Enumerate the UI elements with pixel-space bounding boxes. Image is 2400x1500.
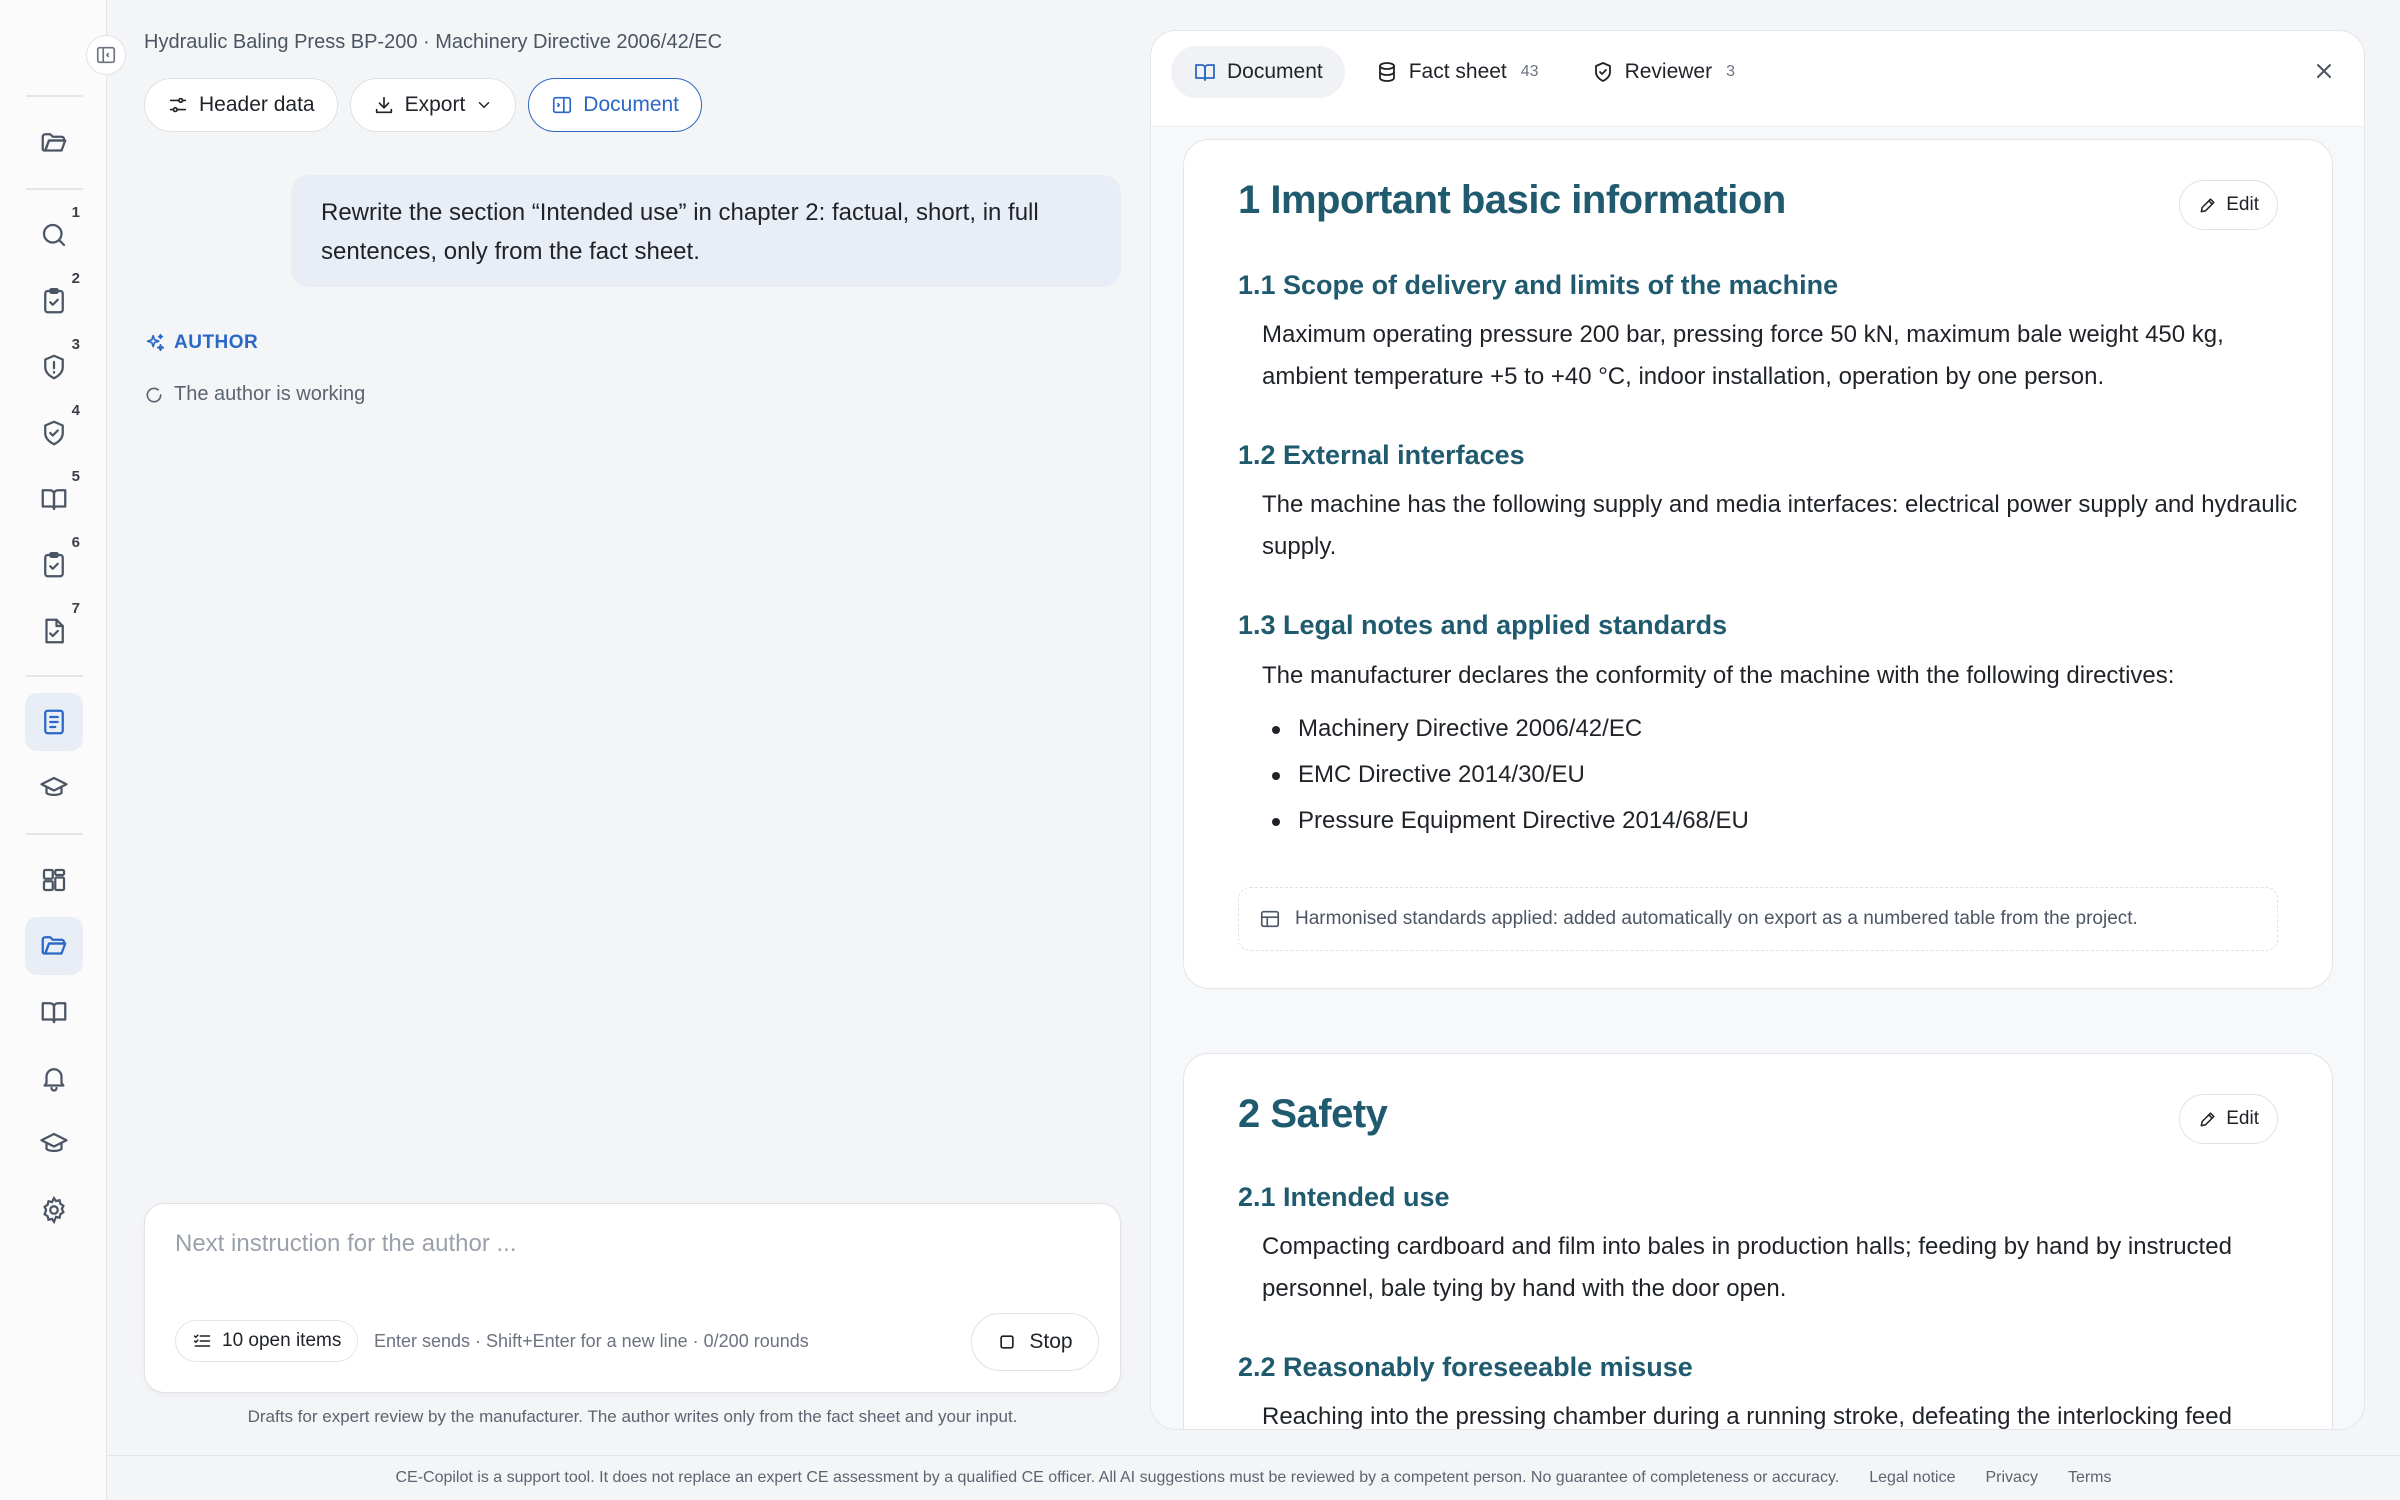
rail-item-projects[interactable] xyxy=(25,114,83,172)
terms-link[interactable]: Terms xyxy=(2067,1469,2112,1486)
pencil-icon xyxy=(2198,195,2218,215)
clipboard-check-icon xyxy=(39,286,69,316)
document-panel xyxy=(1150,30,2365,1430)
rail-item-document[interactable] xyxy=(25,693,83,751)
rail-divider xyxy=(26,95,83,97)
section-card-2 xyxy=(1183,1053,2333,1430)
standards-note xyxy=(1238,887,2278,951)
sidebar-toggle-button[interactable] xyxy=(86,35,126,75)
tab-fact-sheet-label: Fact sheet xyxy=(1408,60,1507,83)
fact-sheet-count-badge: 43 xyxy=(1520,63,1539,80)
list-item: EMC Directive 2014/30/EU xyxy=(1262,752,1749,798)
rail-item-library[interactable] xyxy=(25,983,83,1041)
rail-item-academy[interactable] xyxy=(25,1115,83,1173)
gear-icon xyxy=(39,1195,69,1225)
subsection-text: Compacting cardboard and film into bales in production halls; feeding by hand by instructed personnel, bale tying by hand with the door open. xyxy=(1262,1233,2232,1302)
step-badge: 4 xyxy=(71,402,80,419)
download-icon xyxy=(373,94,395,116)
panel-right-icon xyxy=(551,94,573,116)
document-toggle-label: Document xyxy=(583,93,680,116)
list-item: Pressure Equipment Directive 2014/68/EU xyxy=(1262,798,1749,844)
edit-label: Edit xyxy=(2226,1108,2259,1129)
instruction-input[interactable] xyxy=(175,1230,1075,1258)
header-data-button[interactable] xyxy=(144,78,338,132)
graduation-cap-icon xyxy=(39,773,69,803)
stop-icon xyxy=(997,1332,1017,1352)
table-icon xyxy=(1259,908,1281,930)
stop-button[interactable] xyxy=(971,1313,1099,1371)
subsection-title: 1.2 External interfaces xyxy=(1238,440,1525,470)
chevron-down-icon xyxy=(475,96,493,114)
open-items-button[interactable] xyxy=(175,1320,358,1362)
shield-alert-icon xyxy=(39,352,69,382)
chat-toolbar xyxy=(144,78,702,132)
bell-icon xyxy=(39,1063,69,1093)
step-badge: 5 xyxy=(71,468,80,485)
sidebar-panel-icon xyxy=(95,44,117,66)
rail-item-training[interactable] xyxy=(25,759,83,817)
close-icon xyxy=(2312,59,2336,83)
pencil-icon xyxy=(2198,1109,2218,1129)
step-badge: 2 xyxy=(71,270,80,287)
sparkles-icon xyxy=(144,332,166,354)
subsection-title: 2.2 Reasonably foreseeable misuse xyxy=(1238,1352,1693,1382)
left-rail xyxy=(0,0,107,1500)
step-badge: 6 xyxy=(71,534,80,551)
subsection-text: The machine has the following supply and media interfaces: electrical power supply and hydraulic supply. xyxy=(1262,491,2298,560)
composer-hint: Enter sends · Shift+Enter for a new line · 0/200 rounds xyxy=(374,1331,809,1351)
subsection-text: Reaching into the pressing chamber during a running stroke, defeating the interlocking feed xyxy=(1262,1403,2232,1430)
privacy-link[interactable]: Privacy xyxy=(1985,1469,2038,1486)
document-tabs xyxy=(1171,46,1757,98)
rail-divider xyxy=(26,188,83,190)
tab-fact-sheet[interactable] xyxy=(1353,46,1561,98)
step-badge: 1 xyxy=(71,204,80,221)
section-title: 1 Important basic information xyxy=(1238,178,1786,222)
composer-note: Drafts for expert review by the manufacturer. The author writes only from the fact sheet and your input. xyxy=(247,1407,1018,1426)
user-message-bubble: Rewrite the section “Intended use” in chapter 2: factual, short, in full sentences, only from the fact sheet. xyxy=(291,175,1121,287)
directive-list xyxy=(1262,706,1749,844)
folder-open-icon xyxy=(39,931,69,961)
subsection-text: The manufacturer declares the conformity of the machine with the following directives: xyxy=(1262,662,2175,689)
tab-reviewer-label: Reviewer xyxy=(1624,60,1713,83)
document-toggle-button[interactable] xyxy=(528,78,702,132)
shield-check-icon xyxy=(1591,60,1615,84)
stop-label: Stop xyxy=(1029,1330,1073,1353)
subsection-title: 1.3 Legal notes and applied standards xyxy=(1238,610,1728,640)
list-check-icon xyxy=(192,1331,212,1351)
author-tag xyxy=(144,332,258,354)
tab-document-label: Document xyxy=(1227,60,1323,83)
book-open-icon xyxy=(1193,60,1217,84)
composer xyxy=(144,1203,1121,1393)
database-icon xyxy=(1375,60,1399,84)
step-badge: 7 xyxy=(71,600,80,617)
tab-document[interactable] xyxy=(1171,46,1345,98)
subsection-title: 2.1 Intended use xyxy=(1238,1182,1450,1212)
standards-note-text: Harmonised standards applied: added automatically on export as a numbered table from the project. xyxy=(1295,908,2138,929)
author-status xyxy=(144,383,365,406)
section-card-1 xyxy=(1183,139,2333,989)
rail-item-step-1[interactable] xyxy=(25,206,83,264)
open-items-label: 10 open items xyxy=(222,1330,342,1351)
edit-section-button[interactable] xyxy=(2179,1094,2278,1144)
rail-item-step-2[interactable] xyxy=(25,272,83,330)
rail-item-notifications[interactable] xyxy=(25,1049,83,1107)
reviewer-count-badge: 3 xyxy=(1726,63,1736,80)
book-open-icon xyxy=(39,997,69,1027)
rail-item-step-7[interactable] xyxy=(25,602,83,660)
subsection-title: 1.1 Scope of delivery and limits of the machine xyxy=(1238,270,1839,300)
sliders-icon xyxy=(167,94,189,116)
rail-item-step-6[interactable] xyxy=(25,536,83,594)
search-icon xyxy=(39,220,69,250)
export-label: Export xyxy=(404,93,466,116)
rail-item-settings[interactable] xyxy=(25,1181,83,1239)
author-label: AUTHOR xyxy=(174,332,259,353)
rail-item-step-5[interactable] xyxy=(25,470,83,528)
book-open-icon xyxy=(39,484,69,514)
export-dropdown-button[interactable] xyxy=(350,78,517,132)
document-scroll-area[interactable] xyxy=(1151,127,2364,1430)
rail-divider xyxy=(26,833,83,835)
edit-label: Edit xyxy=(2226,194,2259,215)
tab-reviewer[interactable] xyxy=(1569,46,1757,98)
rail-item-step-4[interactable] xyxy=(25,404,83,462)
close-panel-button[interactable] xyxy=(2312,59,2336,83)
breadcrumb: Hydraulic Baling Press BP-200 · Machinery Directive 2006/42/EC xyxy=(144,31,723,53)
file-check-icon xyxy=(39,616,69,646)
rail-item-dashboard[interactable] xyxy=(25,851,83,909)
author-status-text: The author is working xyxy=(174,383,366,405)
graduation-cap-icon xyxy=(39,1129,69,1159)
rail-divider xyxy=(26,675,83,677)
legal-notice-link[interactable]: Legal notice xyxy=(1869,1469,1956,1486)
step-badge: 3 xyxy=(71,336,80,353)
document-text-icon xyxy=(39,707,69,737)
folder-open-icon xyxy=(39,128,69,158)
footer-disclaimer: CE-Copilot is a support tool. It does not replace an expert CE assessment by a qualified CE officer. All AI suggestions must be reviewed by a competent person. No guarantee of completeness or accuracy. xyxy=(395,1469,1840,1486)
footer xyxy=(107,1455,2400,1500)
list-item: Machinery Directive 2006/42/EC xyxy=(1262,706,1749,752)
edit-section-button[interactable] xyxy=(2179,180,2278,230)
header-data-label: Header data xyxy=(199,93,315,116)
rail-item-projects-list[interactable] xyxy=(25,917,83,975)
clipboard-check-icon xyxy=(39,550,69,580)
loading-spinner-icon xyxy=(144,385,164,405)
shield-check-icon xyxy=(39,418,69,448)
dashboard-icon xyxy=(39,865,69,895)
subsection-text: Maximum operating pressure 200 bar, pressing force 50 kN, maximum bale weight 450 kg, ambient temperature +5 to +40 °C, indoor installation, operation by one person. xyxy=(1262,321,2224,390)
rail-item-step-3[interactable] xyxy=(25,338,83,396)
section-title: 2 Safety xyxy=(1238,1092,1388,1136)
